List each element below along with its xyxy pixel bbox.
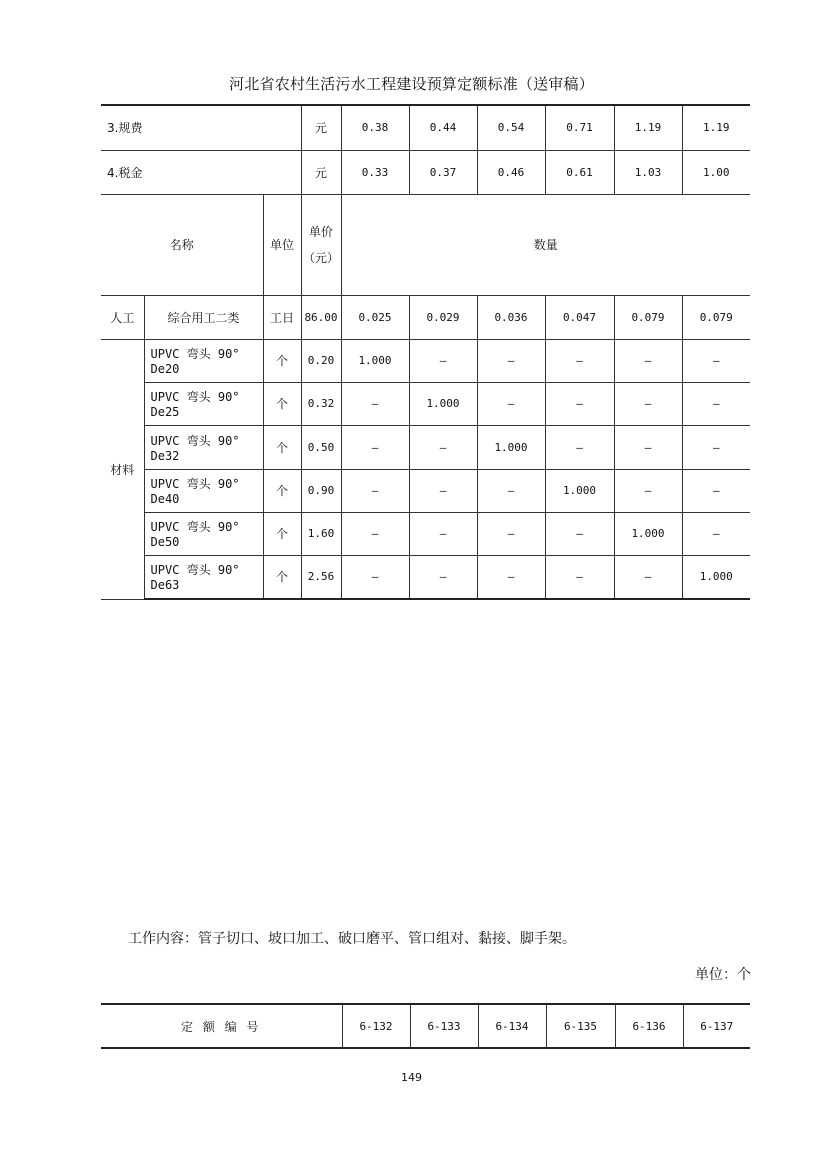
price-header-line1: 单价	[308, 224, 333, 239]
fee-unit: 元	[301, 150, 341, 194]
material-category: 材料	[101, 339, 144, 599]
unit-label: 单位：个	[695, 967, 751, 983]
page-number: 149	[401, 1071, 422, 1084]
fee-name: 3.规费	[101, 106, 301, 150]
value-cell: 0.33	[341, 150, 409, 194]
value-cell: 0.025	[341, 295, 409, 339]
value-cell: 1.000	[545, 469, 614, 512]
value-cell: 1.03	[614, 150, 682, 194]
quota-code: 6-132	[342, 1004, 410, 1048]
material-unit: 个	[263, 555, 301, 599]
value-cell: –	[477, 339, 545, 382]
table-row	[101, 1004, 750, 1048]
value-cell: –	[477, 512, 545, 555]
value-cell: –	[545, 382, 614, 425]
value-cell: –	[545, 339, 614, 382]
quota-code: 6-136	[615, 1004, 683, 1048]
value-cell: 1.000	[682, 555, 750, 599]
value-cell: –	[614, 339, 682, 382]
column-header-name: 名称	[101, 194, 263, 295]
quota-code: 6-134	[478, 1004, 546, 1048]
value-cell: –	[682, 425, 750, 469]
value-cell: –	[682, 339, 750, 382]
quota-code: 6-133	[410, 1004, 478, 1048]
labor-price: 86.00	[301, 295, 341, 339]
quota-code-table	[101, 1003, 750, 1049]
value-cell: 1.000	[409, 382, 477, 425]
material-name: UPVC 弯头 90° De25	[144, 382, 263, 425]
material-name: UPVC 弯头 90° De50	[144, 512, 263, 555]
value-cell: –	[409, 555, 477, 599]
material-row	[101, 382, 750, 425]
material-name: UPVC 弯头 90° De32	[144, 425, 263, 469]
quota-table	[101, 106, 750, 600]
labor-row	[101, 295, 750, 339]
value-cell: 0.047	[545, 295, 614, 339]
value-cell: –	[545, 512, 614, 555]
material-price: 1.60	[301, 512, 341, 555]
value-cell: 0.44	[409, 106, 477, 150]
value-cell: –	[341, 469, 409, 512]
column-header-price	[301, 194, 341, 295]
value-cell: –	[545, 555, 614, 599]
quota-code: 6-135	[546, 1004, 615, 1048]
value-cell: 0.71	[545, 106, 614, 150]
material-price: 0.32	[301, 382, 341, 425]
value-cell: –	[614, 425, 682, 469]
column-header-quantity: 数量	[341, 194, 750, 295]
value-cell: 1.000	[614, 512, 682, 555]
value-cell: –	[477, 555, 545, 599]
value-cell: 1.19	[682, 106, 750, 150]
page-title: 河北省农村生活污水工程建设预算定额标准（送审稿）	[229, 75, 594, 93]
value-cell: –	[341, 555, 409, 599]
material-price: 0.50	[301, 425, 341, 469]
value-cell: –	[477, 469, 545, 512]
column-header-unit: 单位	[263, 194, 301, 295]
material-unit: 个	[263, 425, 301, 469]
fee-unit: 元	[301, 106, 341, 150]
material-unit: 个	[263, 382, 301, 425]
value-cell: –	[341, 425, 409, 469]
material-unit: 个	[263, 512, 301, 555]
value-cell: 0.37	[409, 150, 477, 194]
material-name: UPVC 弯头 90° De40	[144, 469, 263, 512]
material-unit: 个	[263, 469, 301, 512]
value-cell: –	[682, 469, 750, 512]
material-name: UPVC 弯头 90° De20	[144, 339, 263, 382]
value-cell: –	[409, 425, 477, 469]
value-cell: 1.000	[477, 425, 545, 469]
material-row	[101, 469, 750, 512]
value-cell: 0.46	[477, 150, 545, 194]
value-cell: –	[477, 382, 545, 425]
value-cell: –	[341, 382, 409, 425]
labor-category: 人工	[101, 295, 144, 339]
value-cell: 0.61	[545, 150, 614, 194]
value-cell: –	[682, 382, 750, 425]
value-cell: 1.19	[614, 106, 682, 150]
value-cell: –	[341, 512, 409, 555]
material-name: UPVC 弯头 90° De63	[144, 555, 263, 599]
work-content: 工作内容：管子切口、坡口加工、破口磨平、管口组对、黏接、脚手架。	[128, 931, 576, 947]
price-header-line2: （元）	[302, 250, 339, 265]
value-cell: –	[614, 382, 682, 425]
material-price: 0.90	[301, 469, 341, 512]
value-cell: –	[409, 512, 477, 555]
labor-unit: 工日	[263, 295, 301, 339]
material-row	[101, 339, 750, 382]
labor-name: 综合用工二类	[144, 295, 263, 339]
value-cell: 0.54	[477, 106, 545, 150]
table-row	[101, 106, 750, 150]
header-row	[101, 194, 750, 295]
table-row	[101, 150, 750, 194]
value-cell: 0.079	[614, 295, 682, 339]
material-row	[101, 512, 750, 555]
value-cell: –	[614, 469, 682, 512]
value-cell: –	[409, 469, 477, 512]
quota-code: 6-137	[683, 1004, 750, 1048]
material-row	[101, 555, 750, 599]
fee-name: 4.税金	[101, 150, 301, 194]
value-cell: 0.036	[477, 295, 545, 339]
material-unit: 个	[263, 339, 301, 382]
value-cell: 0.38	[341, 106, 409, 150]
value-cell: –	[545, 425, 614, 469]
value-cell: –	[614, 555, 682, 599]
value-cell: 0.029	[409, 295, 477, 339]
value-cell: 0.079	[682, 295, 750, 339]
value-cell: 1.000	[341, 339, 409, 382]
material-row	[101, 425, 750, 469]
material-price: 0.20	[301, 339, 341, 382]
value-cell: –	[682, 512, 750, 555]
value-cell: 1.00	[682, 150, 750, 194]
material-price: 2.56	[301, 555, 341, 599]
value-cell: –	[409, 339, 477, 382]
quota-code-label: 定 额 编 号	[101, 1004, 342, 1048]
